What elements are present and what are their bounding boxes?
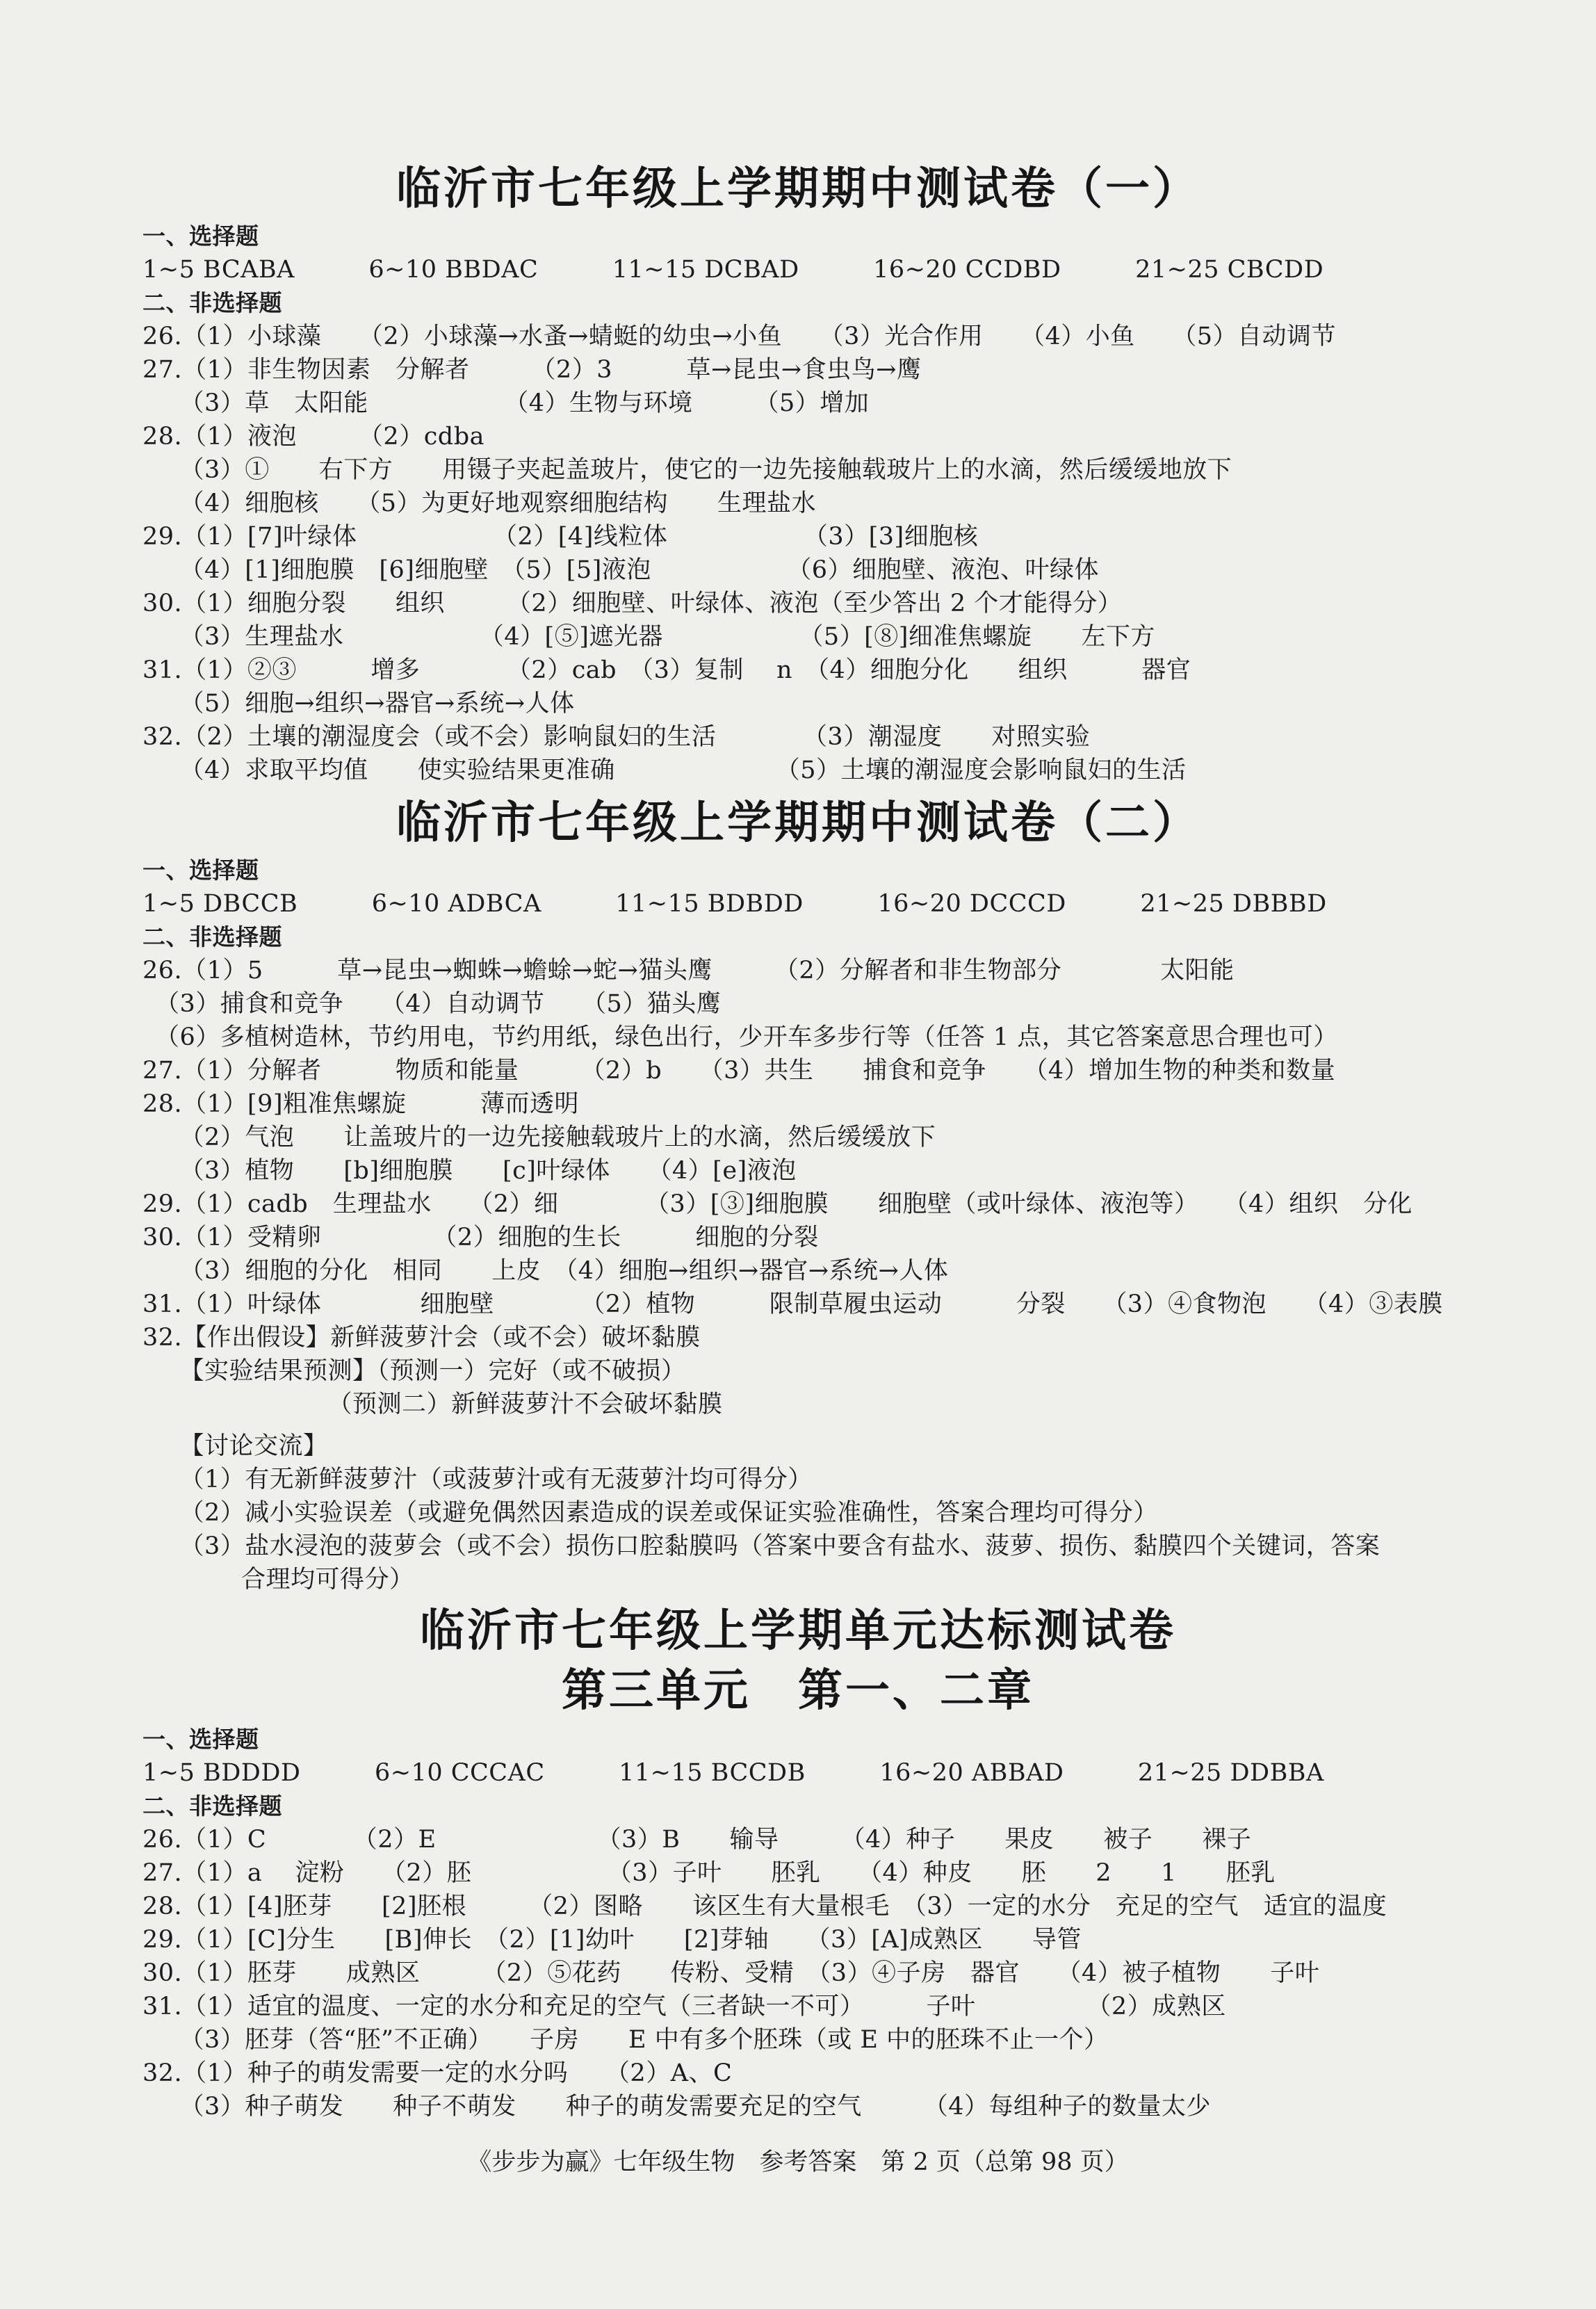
s1-q28-a: 28.（1）液泡 （2）cdba bbox=[142, 423, 484, 451]
s2-q28-b: （2）气泡 让盖玻片的一边先接触载玻片上的水滴，然后缓缓放下 bbox=[142, 1124, 936, 1151]
s3-heading-nonchoice: 二、非选择题 bbox=[142, 1792, 282, 1820]
s2-q30-b: （3）细胞的分化 相同 上皮 （4）细胞→组织→器官→系统→人体 bbox=[142, 1257, 949, 1285]
s2-q32-discussion-3: （3）盐水浸泡的菠萝会（或不会）损伤口腔黏膜吗（答案中要含有盐水、菠萝、损伤、黏膜四个关键词，答案 bbox=[142, 1532, 1381, 1560]
s1-q26: 26.（1）小球藻 （2）小球藻→水蚤→蜻蜓的幼虫→小鱼 （3）光合作用 （4）小鱼 （5）自动调节 bbox=[142, 323, 1336, 350]
s2-q32-discussion-heading: 【讨论交流】 bbox=[142, 1432, 328, 1460]
s2-q28-a: 28.（1）[9]粗准焦螺旋 薄而透明 bbox=[142, 1090, 580, 1118]
s2-q26-a: 26.（1）5 草→昆虫→蜘蛛→蟾蜍→蛇→猫头鹰 （2）分解者和非生物部分 太阳能 bbox=[142, 957, 1235, 985]
s3-q30: 30.（1）胚芽 成熟区 （2）⑤花药 传粉、受精 （3）④子房 器官 （4）被子植物 子叶 bbox=[142, 1959, 1320, 1987]
s2-q30-a: 30.（1）受精卵 （2）细胞的生长 细胞的分裂 bbox=[142, 1224, 819, 1251]
s2-q32-discussion-2: （2）减小实验误差（或避免偶然因素造成的误差或保证实验准确性，答案合理均可得分） bbox=[142, 1499, 1158, 1527]
s2-q32-prediction-1: 【实验结果预测】（预测一）完好（或不破损） bbox=[142, 1357, 686, 1385]
page-footer: 《步步为赢》七年级生物 参考答案 第 2 页（总第 98 页） bbox=[467, 2148, 1129, 2176]
s3-q26: 26.（1）C （2）E （3）B 输导 （4）种子 果皮 被子 裸子 bbox=[142, 1826, 1252, 1854]
s1-q31-b: （5）细胞→组织→器官→系统→人体 bbox=[142, 690, 575, 718]
s1-q32-a: 32.（2）土壤的潮湿度会（或不会）影响鼠妇的生活 （3）潮湿度 对照实验 bbox=[142, 723, 1091, 751]
s2-choice-answers: 1~5 DBCCB 6~10 ADBCA 11~15 BDBDD 16~20 DCCCD 21~25 DBBBD bbox=[142, 890, 1327, 918]
section-3-title: 临沂市七年级上学期单元达标测试卷 bbox=[420, 1605, 1176, 1657]
s2-heading-choice: 一、选择题 bbox=[142, 857, 259, 884]
s1-q30-a: 30.（1）细胞分裂 组织 （2）细胞壁、叶绿体、液泡（至少答出 2 个才能得分） bbox=[142, 590, 1123, 617]
s1-heading-choice: 一、选择题 bbox=[142, 222, 259, 250]
section-2-title: 临沂市七年级上学期期中测试卷（二） bbox=[396, 797, 1200, 849]
s2-q32-hypothesis: 32.【作出假设】新鲜菠萝汁会（或不会）破坏黏膜 bbox=[142, 1324, 701, 1352]
s2-q32-prediction-2: （预测二）新鲜菠萝汁不会破坏黏膜 bbox=[142, 1391, 723, 1418]
s2-q27: 27.（1）分解者 物质和能量 （2）b （3）共生 捕食和竞争 （4）增加生物的种类和数量 bbox=[142, 1057, 1336, 1085]
s2-q29: 29.（1）cadb 生理盐水 （2）细 （3）[③]细胞膜 细胞壁（或叶绿体、液泡等） （4）组织 分化 bbox=[142, 1190, 1412, 1218]
s1-q32-b: （4）求取平均值 使实验结果更准确 （5）土壤的潮湿度会影响鼠妇的生活 bbox=[142, 756, 1187, 784]
s3-heading-choice: 一、选择题 bbox=[142, 1726, 259, 1753]
s2-q26-b: （3）捕食和竞争 （4）自动调节 （5）猫头鹰 bbox=[142, 990, 722, 1018]
s1-q29-b: （4）[1]细胞膜 [6]细胞壁 （5）[5]液泡 （6）细胞壁、液泡、叶绿体 bbox=[142, 556, 1100, 584]
s1-q28-b: （3）① 右下方 用镊子夹起盖玻片，使它的一边先接触载玻片上的水滴，然后缓缓地放下 bbox=[142, 456, 1232, 484]
s1-q28-c: （4）细胞核 （5）为更好地观察细胞结构 生理盐水 bbox=[142, 489, 817, 517]
s3-q29: 29.（1）[C]分生 [B]伸长 （2）[1]幼叶 [2]芽轴 （3）[A]成熟区 导管 bbox=[142, 1926, 1082, 1954]
s2-q32-discussion-3-cont: 合理均可得分） bbox=[142, 1566, 414, 1594]
section-3-subtitle: 第三单元 第一、二章 bbox=[562, 1665, 1034, 1717]
s2-q31: 31.（1）叶绿体 细胞壁 （2）植物 限制草履虫运动 分裂 （3）④食物泡 （4）③表膜 bbox=[142, 1290, 1443, 1318]
s1-q29-a: 29.（1）[7]叶绿体 （2）[4]线粒体 （3）[3]细胞核 bbox=[142, 523, 979, 551]
s2-q26-c: （6）多植树造林，节约用电，节约用纸，绿色出行，少开车多步行等（任答 1 点，其它答案意思合理也可） bbox=[142, 1023, 1338, 1051]
s1-q31-a: 31.（1）②③ 增多 （2）cab （3）复制 n （4）细胞分化 组织 器官 bbox=[142, 656, 1191, 684]
s2-q28-c: （3）植物 [b]细胞膜 [c]叶绿体 （4）[e]液泡 bbox=[142, 1157, 797, 1185]
s1-q30-b: （3）生理盐水 （4）[⑤]遮光器 （5）[⑧]细准焦螺旋 左下方 bbox=[142, 623, 1155, 651]
s3-q32-b: （3）种子萌发 种子不萌发 种子的萌发需要充足的空气 （4）每组种子的数量太少 bbox=[142, 2093, 1212, 2121]
s2-heading-nonchoice: 二、非选择题 bbox=[142, 923, 282, 950]
s1-q27-a: 27.（1）非生物因素 分解者 （2）3 草→昆虫→食虫鸟→鹰 bbox=[142, 356, 922, 384]
s3-choice-answers: 1~5 BDDDD 6~10 CCCAC 11~15 BCCDB 16~20 ABBAD 21~25 DDBBA bbox=[142, 1759, 1324, 1787]
section-1-title: 临沂市七年级上学期期中测试卷（一） bbox=[396, 163, 1200, 215]
s3-q32-a: 32.（1）种子的萌发需要一定的水分吗 （2）A、C bbox=[142, 2059, 733, 2087]
s3-q31-b: （3）胚芽（答“胚”不正确） 子房 E 中有多个胚珠（或 E 中的胚珠不止一个） bbox=[142, 2026, 1109, 2054]
s1-heading-nonchoice: 二、非选择题 bbox=[142, 289, 282, 316]
s3-q28: 28.（1）[4]胚芽 [2]胚根 （2）图略 该区生有大量根毛 （3）一定的水分 充足的空气 适宜的温度 bbox=[142, 1893, 1387, 1920]
s1-choice-answers: 1~5 BCABA 6~10 BBDAC 11~15 DCBAD 16~20 CCDBD 21~25 CBCDD bbox=[142, 256, 1324, 284]
s2-q32-discussion-1: （1）有无新鲜菠萝汁（或菠萝汁或有无菠萝汁均可得分） bbox=[142, 1466, 813, 1493]
s1-q27-b: （3）草 太阳能 （4）生物与环境 （5）增加 bbox=[142, 389, 870, 417]
s3-q31-a: 31.（1）适宜的温度、一定的水分和充足的空气（三者缺一不可） 子叶 （2）成熟区 bbox=[142, 1993, 1226, 2020]
s3-q27: 27.（1）a 淀粉 （2）胚 （3）子叶 胚乳 （4）种皮 胚 2 1 胚乳 bbox=[142, 1859, 1276, 1887]
